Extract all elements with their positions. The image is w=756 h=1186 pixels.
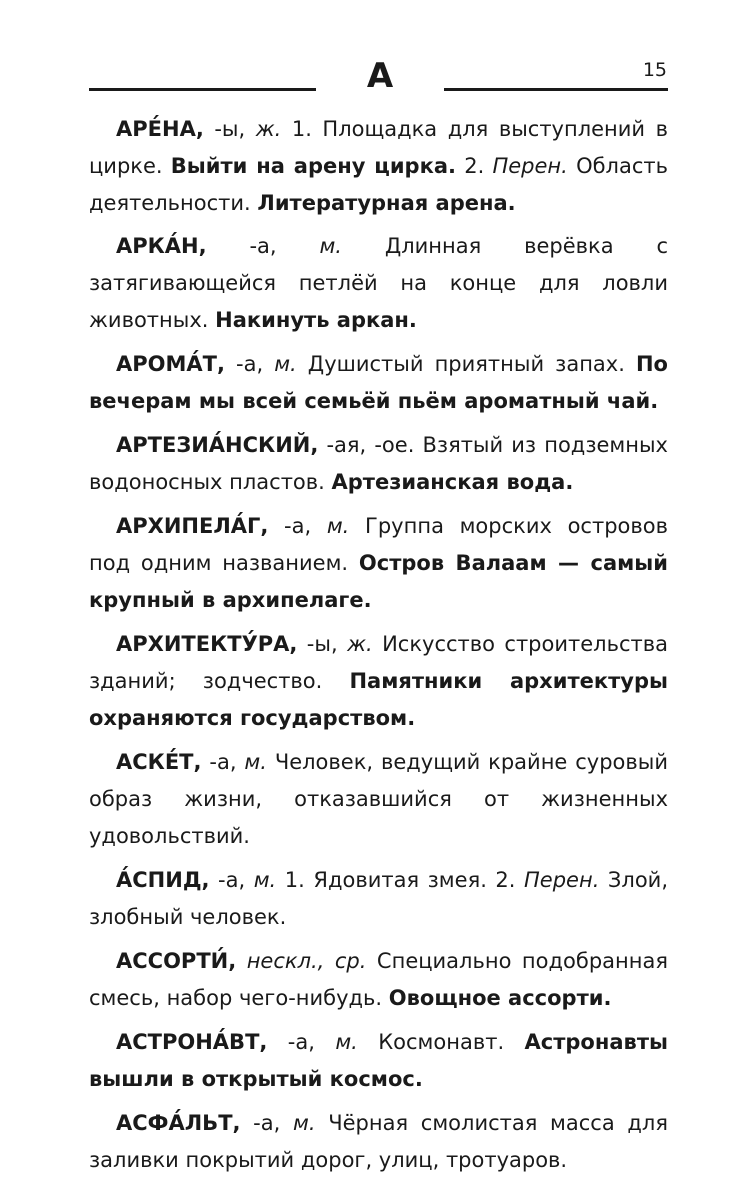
definition: Взятый из подземных водоносных пластов. [89, 433, 668, 494]
headword: АСКЕ́Т, [116, 750, 202, 774]
definition: Душистый приятный запах. [296, 352, 636, 376]
definition-part: 2. [455, 154, 493, 178]
definition: 1. Площадка для выступлений в цирке. [89, 117, 668, 178]
headword: АРТЕЗИА́НСКИЙ, [116, 433, 319, 457]
grammar-italic: м. [326, 514, 350, 538]
example: Артезианская вода. [331, 470, 574, 494]
definition: Чёрная смолистая масса для заливки покрытий дорог, улиц, тротуаров. [89, 1111, 668, 1172]
headword: АРОМА́Т, [116, 352, 225, 376]
example: Овощное ассорти. [388, 986, 612, 1010]
headword: А́СПИД, [116, 868, 210, 892]
usage-label: Перен. [492, 154, 568, 178]
headword: АСФА́ЛЬТ, [116, 1111, 241, 1135]
headword: АРЕ́НА, [116, 117, 204, 141]
dictionary-entry [89, 943, 668, 1017]
grammar-italic: ж. [347, 632, 373, 656]
headword: АРХИПЕЛА́Г, [116, 514, 269, 538]
dictionary-entry [89, 1024, 668, 1098]
definition: Космонавт. [357, 1030, 525, 1054]
grammar: -а, [224, 352, 275, 376]
usage-label: Перен. [524, 868, 600, 892]
example: Накинуть аркан. [215, 308, 417, 332]
dictionary-entry [89, 744, 668, 855]
definition: 1. Ядовитая змея. 2. [276, 868, 525, 892]
dictionary-entry [89, 1105, 668, 1179]
grammar-italic: м. [274, 352, 297, 376]
grammar: -ая, -ое. [318, 433, 415, 457]
definition: Человек, ведущий крайне суровый образ жизни, отказавшийся от жизненных удовольствий. [89, 750, 668, 848]
grammar: -а, [240, 1111, 293, 1135]
headword: АРКА́Н, [116, 234, 207, 258]
dictionary-entry [89, 626, 668, 737]
grammar-italic: м. [335, 1030, 358, 1054]
dictionary-entry [89, 508, 668, 619]
grammar-italic: нескл., ср. [246, 949, 367, 973]
definition-2: Злой, злобный человек. [89, 868, 668, 929]
grammar-italic: м. [244, 750, 267, 774]
dictionary-entry [89, 427, 668, 501]
header-rule-right [444, 88, 668, 91]
grammar-italic: м. [319, 234, 342, 258]
grammar: -а, [209, 868, 254, 892]
grammar: -а, [267, 1030, 336, 1054]
example: Остров Валаам — самый крупный в архипелаге. [89, 551, 668, 612]
example: Памятники архитектуры охраняются государством. [89, 669, 668, 730]
header-rule-left [89, 88, 316, 91]
section-letter: А [366, 56, 394, 96]
definition: Длинная верёвка с затягивающейся петлёй на конце для ловли животных. [89, 234, 668, 332]
definition: Специально подобранная смесь, набор чего-нибудь. [89, 949, 668, 1010]
grammar: -ы, [297, 632, 348, 656]
definition: Искусство строительства зданий; зодчество. [89, 632, 668, 693]
dictionary-entry [89, 111, 668, 222]
headword: АССОРТИ́, [116, 949, 237, 973]
grammar: -а, [268, 514, 327, 538]
grammar-italic: м. [293, 1111, 316, 1135]
headword: АСТРОНА́ВТ, [116, 1030, 268, 1054]
dictionary-entry [89, 862, 668, 936]
grammar: -а, [206, 234, 320, 258]
page-number: 15 [642, 59, 667, 81]
dictionary-entry [89, 346, 668, 420]
definition: Группа морских островов под одним названием. [89, 514, 668, 575]
grammar-italic: ж. [255, 117, 282, 141]
example: Астронавты вышли в открытый космос. [89, 1030, 668, 1091]
page-header [0, 0, 756, 110]
example: По вечерам мы всей семьёй пьём ароматный чай. [89, 352, 668, 413]
example: Выйти на арену цирка. [170, 154, 456, 178]
dictionary-entry [89, 228, 668, 339]
dictionary-entries [89, 111, 668, 1186]
grammar: -ы, [203, 117, 256, 141]
example-2: Литературная арена. [257, 191, 516, 215]
grammar-italic: м. [253, 868, 277, 892]
definition-2: Область деятельности. [89, 154, 668, 215]
headword: АРХИТЕКТУ́РА, [116, 632, 298, 656]
grammar [236, 949, 247, 973]
grammar: -а, [201, 750, 245, 774]
